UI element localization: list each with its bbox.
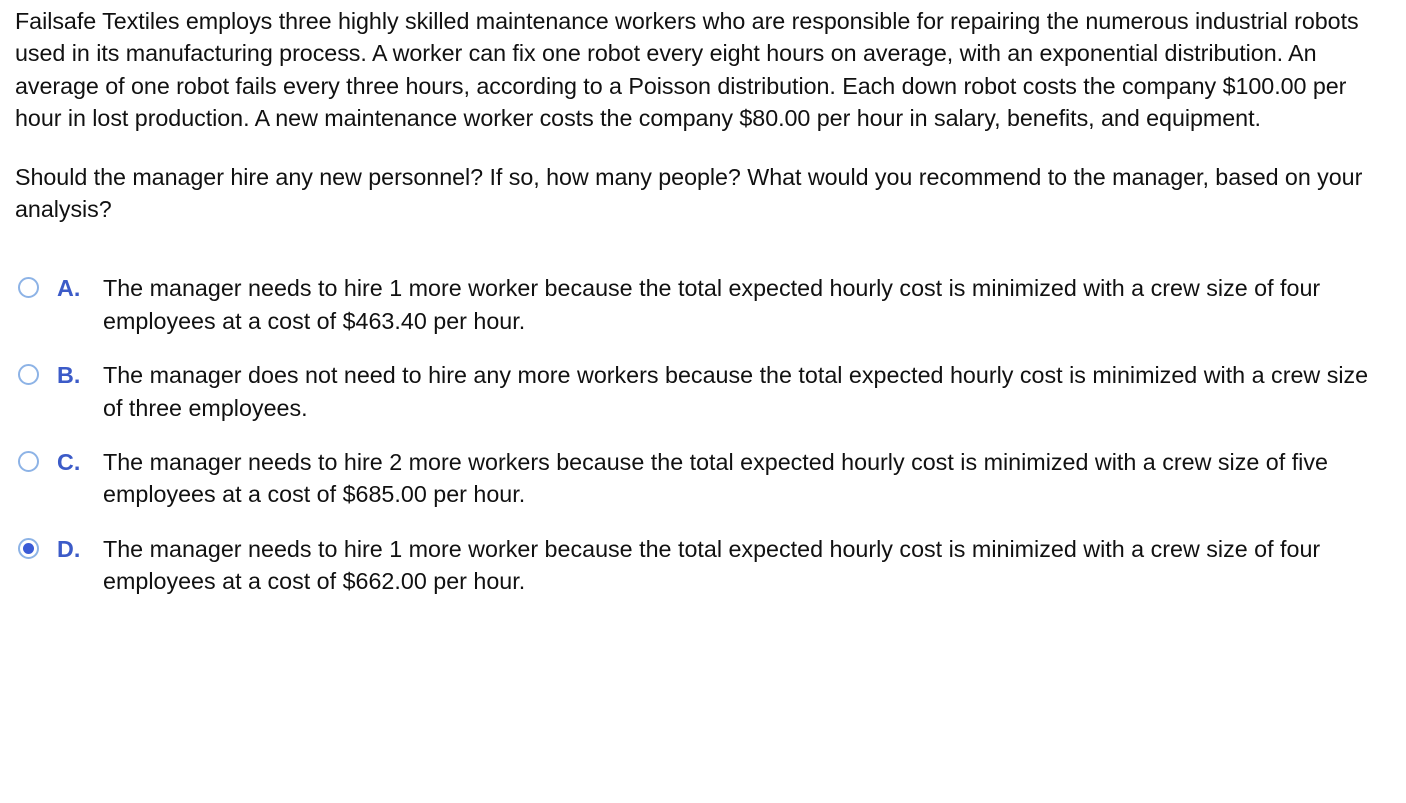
radio-button-d[interactable]	[18, 538, 39, 559]
choice-c[interactable]	[15, 446, 1396, 511]
choice-text: The manager does not need to hire any more workers because the total expected hourly cost is minimized with a crew size of three employees.	[103, 362, 1369, 421]
radio-button-b[interactable]	[18, 364, 39, 385]
choice-b[interactable]	[15, 359, 1396, 424]
choice-letter: B.	[57, 362, 81, 389]
answer-choices	[15, 272, 1396, 597]
choice-text: The manager needs to hire 2 more workers because the total expected hourly cost is minimized with a crew size of five employees at a cost of $685.00 per hour.	[103, 449, 1328, 508]
choice-text: The manager needs to hire 1 more worker because the total expected hourly cost is minimized with a crew size of four employees at a cost of $662.00 per hour.	[103, 535, 1321, 595]
question-prompt: Should the manager hire any new personnel? If so, how many people? What would you recommend to the manager, based on your analysis?	[15, 163, 1363, 223]
choice-letter: D.	[57, 535, 81, 562]
choice-letter: C.	[57, 449, 81, 476]
radio-button-c[interactable]	[18, 451, 39, 472]
choice-letter: A.	[57, 275, 81, 302]
choice-d[interactable]	[15, 533, 1396, 598]
problem-statement: Failsafe Textiles employs three highly skilled maintenance workers who are responsible for repairing the numerous industrial robots used in its manufacturing process. A worker can fix one robot every eight hours on average, with an exponential distribution. An average of one robot fails every three hours, according to a Poisson distribution. Each down robot costs the company $100.00 per hour in lost production. A new maintenance worker costs the company $80.00 per hour in salary, benefits, and equipment.	[15, 8, 1359, 132]
radio-button-a[interactable]	[18, 277, 39, 298]
choice-text: The manager needs to hire 1 more worker because the total expected hourly cost is minimized with a crew size of four employees at a cost of $463.40 per hour.	[103, 275, 1321, 334]
choice-a[interactable]	[15, 272, 1396, 337]
